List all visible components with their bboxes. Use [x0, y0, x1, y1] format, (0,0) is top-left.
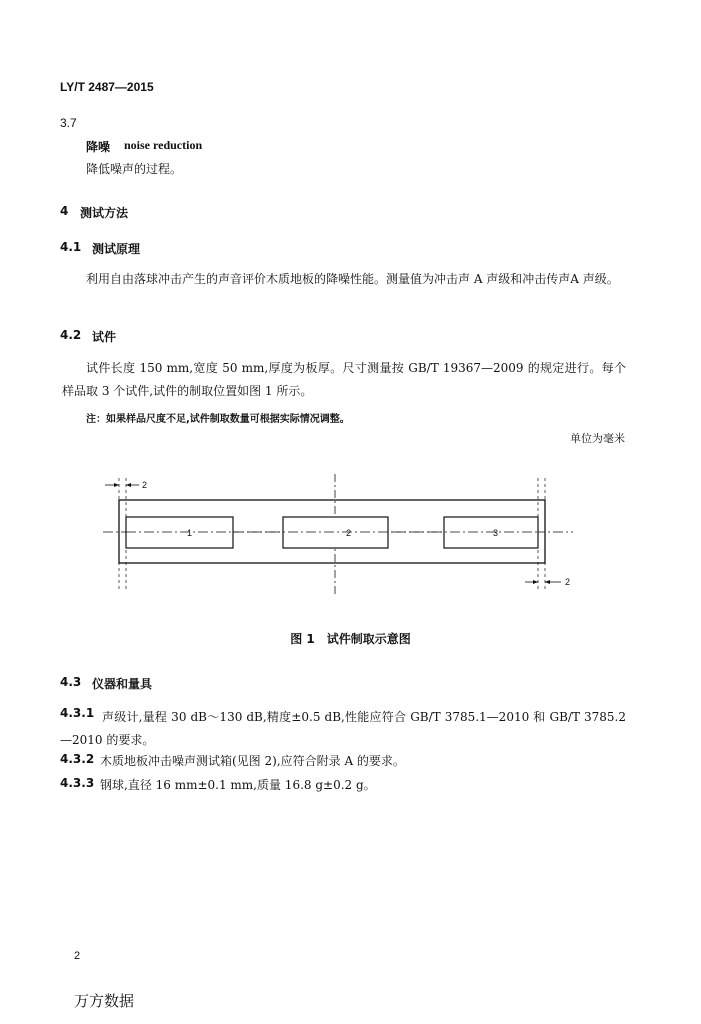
section-4-2-number: 4.2	[60, 328, 82, 342]
item-4-3-2-number: 4.3.2	[60, 752, 95, 766]
section-4-1-body: 利用自由落球冲击产生的声音评价木质地板的降噪性能。测量值为冲击声 A 声级和冲击传声A 声级。	[86, 272, 619, 286]
section-4-number: 4	[60, 204, 69, 218]
section-4-2-note: 注：如果样品尺度不足,试件制取数量可根据实际情况调整。	[86, 414, 350, 425]
clause-number-3-7: 3.7	[60, 116, 77, 130]
watermark-text: 万方数据	[74, 992, 135, 1010]
page-number: 2	[74, 950, 81, 962]
item-4-3-3-text: 钢球,直径 16 mm±0.1 mm,质量 16.8 g±0.2 g。	[100, 778, 376, 792]
figure-1-caption: 图 1 试件制取示意图	[290, 632, 411, 646]
unit-label: 单位为毫米	[570, 432, 625, 445]
dimension-top-left: 2	[142, 480, 148, 490]
term-en: noise reduction	[124, 138, 203, 152]
specimen-label-3: 3	[493, 528, 499, 538]
specimen-rect-3	[444, 517, 538, 548]
specimen-rect-2	[283, 517, 388, 548]
section-4-1-number: 4.1	[60, 240, 82, 254]
term-cn: 降噪	[86, 140, 111, 154]
item-4-3-1-text: 声级计,量程 30 dB～130 dB,精度±0.5 dB,性能应符合 GB/T 3785.1—2010 和 GB/T 3785.2—2010 的要求。	[60, 710, 626, 747]
section-4-1-title: 测试原理	[92, 242, 141, 256]
specimen-label-1: 1	[187, 528, 193, 538]
term-definition: 降低噪声的过程。	[86, 162, 183, 176]
dimension-bottom-right: 2	[565, 577, 571, 587]
section-4-3-number: 4.3	[60, 675, 82, 689]
section-4-2-body: 试件长度 150 mm,宽度 50 mm,厚度为板厚。尺寸测量按 GB/T 19367—2009 的规定进行。每个样品取 3 个试件,试件的制取位置如图 1 所示。	[62, 361, 626, 398]
specimen-label-2: 2	[346, 528, 352, 538]
section-4-2-title: 试件	[92, 330, 117, 344]
item-4-3-2-text: 木质地板冲击噪声测试箱(见图 2),应符合附录 A 的要求。	[100, 754, 405, 768]
section-4-3-title: 仪器和量具	[92, 677, 153, 691]
item-4-3-3-number: 4.3.3	[60, 776, 95, 790]
section-4-title: 测试方法	[80, 206, 129, 220]
standard-id: LY/T 2487—2015	[60, 80, 154, 94]
specimen-cutting-diagram	[95, 470, 585, 600]
specimen-rect-1	[126, 517, 233, 548]
item-4-3-1-number: 4.3.1	[60, 706, 95, 720]
